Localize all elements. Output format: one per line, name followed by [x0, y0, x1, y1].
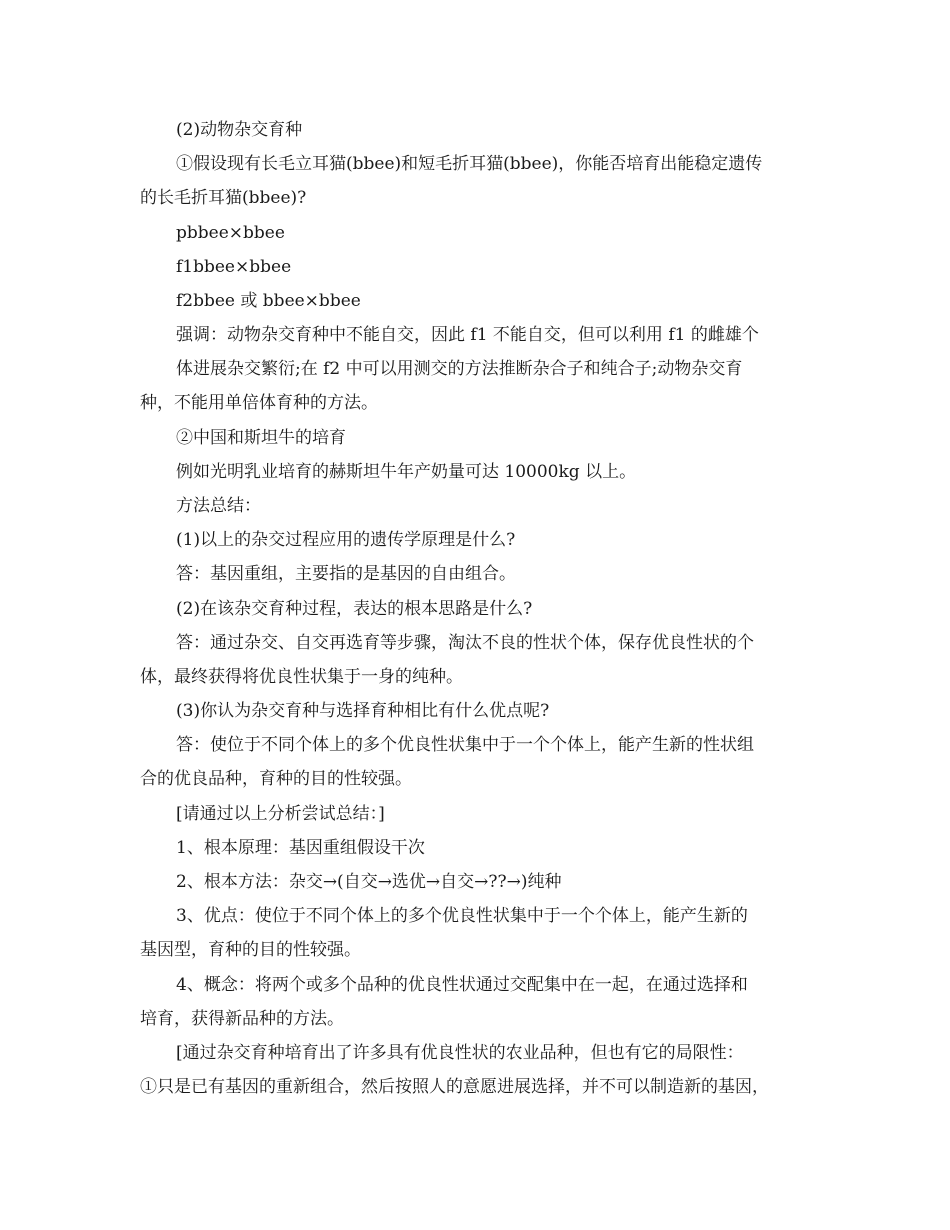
text-line: 的长毛折耳猫(bbee)?	[140, 188, 307, 208]
text-line: 强调：动物杂交育种中不能自交，因此 f1 不能自交，但可以利用 f1 的雌雄个	[176, 325, 759, 345]
text-line: 答：使位于不同个体上的多个优良性状集中于一个个体上，能产生新的性状组	[176, 735, 754, 755]
text-line: 方法总结：	[176, 496, 261, 516]
text-line: 4、概念：将两个或多个品种的优良性状通过交配集中在一起，在通过选择和	[176, 975, 748, 995]
text-line: (2)在该杂交育种过程，表达的根本思路是什么?	[176, 599, 533, 619]
text-line: 答：基因重组，主要指的是基因的自由组合。	[176, 564, 516, 584]
text-line: ②中国和斯坦牛的培育	[176, 428, 346, 448]
text-line: ①只是已有基因的重新组合，然后按照人的意愿进展选择，并不可以制造新的基因，	[140, 1077, 769, 1097]
text-line: [请通过以上分析尝试总结：]	[176, 804, 385, 824]
text-line: 答：通过杂交、自交再选育等步骤，淘汰不良的性状个体，保存优良性状的个	[176, 633, 754, 653]
text-line: 培育，获得新品种的方法。	[140, 1009, 344, 1029]
text-line: [通过杂交育种培育出了许多具有优良性状的农业品种，但也有它的局限性：	[176, 1043, 744, 1063]
text-line: 1、根本原理：基因重组假设干次	[176, 838, 425, 858]
text-line: (1)以上的杂交过程应用的遗传学原理是什么?	[176, 530, 516, 550]
text-line: 体，最终获得将优良性状集于一身的纯种。	[140, 667, 463, 687]
text-line: (2)动物杂交育种	[176, 120, 303, 140]
text-line: 2、根本方法：杂交→(自交→选优→自交→??→)纯种	[176, 872, 562, 892]
text-line: ①假设现有长毛立耳猫(bbee)和短毛折耳猫(bbee)，你能否培育出能稳定遗传	[176, 154, 763, 174]
text-line: 3、优点：使位于不同个体上的多个优良性状集中于一个个体上，能产生新的	[176, 906, 748, 926]
text-line: f1bbee×bbee	[176, 257, 292, 277]
text-line: (3)你认为杂交育种与选择育种相比有什么优点呢?	[176, 701, 550, 721]
text-line: 基因型，育种的目的性较强。	[140, 940, 361, 960]
text-line: 合的优良品种，育种的目的性较强。	[140, 769, 412, 789]
text-line: pbbee×bbee	[176, 223, 285, 243]
text-line: 种，不能用单倍体育种的方法。	[140, 393, 378, 413]
text-line: 例如光明乳业培育的赫斯坦牛年产奶量可达 10000kg 以上。	[176, 462, 637, 482]
text-line: f2bbee 或 bbee×bbee	[176, 291, 361, 311]
text-line: 体进展杂交繁衍;在 f2 中可以用测交的方法推断杂合子和纯合子;动物杂交育	[176, 359, 743, 379]
